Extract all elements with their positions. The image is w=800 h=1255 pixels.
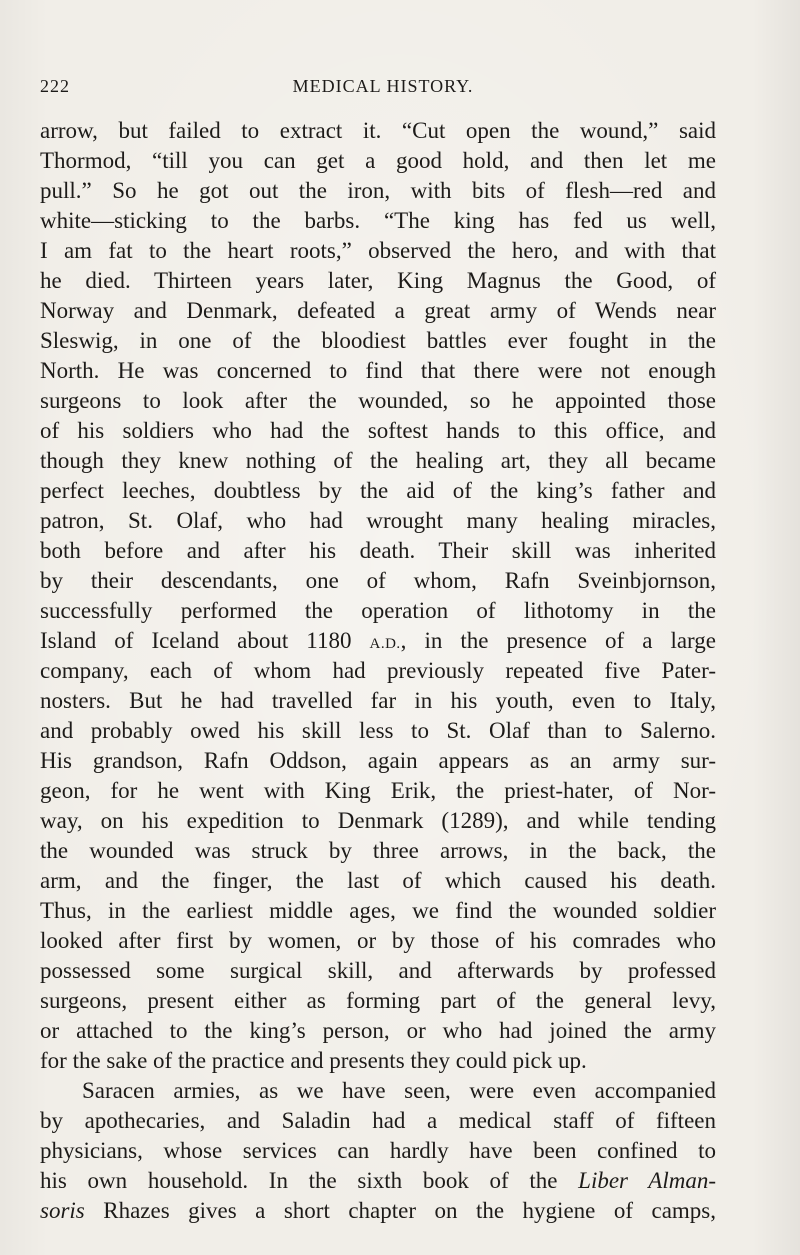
text-line: of his soldiers who had the softest hands to this office, and (40, 418, 716, 443)
text-line: arm, and the finger, the last of which caused his death. (40, 868, 716, 893)
text-segment: Rhazes gives a short chapter on the hygiene of camps, (103, 1198, 716, 1223)
text-line: Thormod, “till you can get a good hold, and then let me (40, 148, 716, 173)
text-line: surgeons to look after the wounded, so he appointed those (40, 388, 716, 413)
text-line: arrow, but failed to extract it. “Cut open the wound,” said (40, 118, 716, 143)
text-line: company, each of whom had previously repeated five Pater- (40, 658, 716, 683)
text-line: way, on his expedition to Denmark (1289), and while tending (40, 808, 716, 833)
text-line: I am fat to the heart roots,” observed the hero, and with that (40, 238, 716, 263)
text-line: Thus, in the earliest middle ages, we find the wounded soldier (40, 898, 716, 923)
text-line: nosters. But he had travelled far in his youth, even to Italy, (40, 688, 716, 713)
era-abbreviation: A.D. (369, 636, 401, 652)
text-line: though they knew nothing of the healing art, they all became (40, 448, 716, 473)
text-line: successfully performed the operation of lithotomy in the (40, 598, 716, 623)
text-line: physicians, whose services can hardly have been confined to (40, 1138, 716, 1163)
text-line: His grandson, Rafn Oddson, again appears as an army sur- (40, 748, 716, 773)
text-line: patron, St. Olaf, who had wrought many healing miracles, (40, 508, 716, 533)
text-line: Saracen armies, as we have seen, were even accompanied (82, 1078, 716, 1103)
running-head: MEDICAL HISTORY. (292, 76, 474, 96)
text-line: surgeons, present either as forming part of the general levy, (40, 988, 716, 1013)
text-line: Norway and Denmark, defeated a great army of Wends near (40, 298, 716, 323)
text-line: perfect leeches, doubtless by the aid of the king’s father and (40, 478, 716, 503)
text-segment: his own household. In the sixth book of the (40, 1168, 558, 1193)
text-line: for the sake of the practice and presents they could pick up. (40, 1048, 587, 1073)
text-line: by their descendants, one of whom, Rafn Sveinbjornson, (40, 568, 716, 593)
text-line (40, 626, 716, 656)
text-line: pull.” So he got out the iron, with bits of flesh—red and (40, 178, 716, 203)
text-segment: Island of Iceland about 1180 (40, 628, 352, 653)
text-line: and probably owed his skill less to St. Olaf than to Salerno. (40, 718, 716, 743)
text-line: Sleswig, in one of the bloodiest battles ever fought in the (40, 328, 716, 353)
page-header (40, 76, 716, 102)
text-line (40, 1166, 716, 1196)
page-number: 222 (40, 76, 70, 96)
italic-title: soris (40, 1198, 85, 1223)
text-line: by apothecaries, and Saladin had a medical staff of fifteen (40, 1108, 716, 1133)
body-text (40, 116, 716, 1226)
text-line: he died. Thirteen years later, King Magnus the Good, of (40, 268, 716, 293)
text-line: geon, for he went with King Erik, the priest-hater, of Nor- (40, 778, 716, 803)
text-line: looked after first by women, or by those of his comrades who (40, 928, 716, 953)
text-line: North. He was concerned to find that there were not enough (40, 358, 716, 383)
text-segment: , in the presence of a large (400, 628, 717, 653)
text-line: both before and after his death. Their skill was inherited (40, 538, 716, 563)
text-line: or attached to the king’s person, or who had joined the army (40, 1018, 716, 1043)
text-line: the wounded was struck by three arrows, in the back, the (40, 838, 716, 863)
text-line: possessed some surgical skill, and afterwards by professed (40, 958, 716, 983)
text-line: white—sticking to the barbs. “The king has fed us well, (40, 208, 716, 233)
text-line (40, 1196, 716, 1226)
italic-title: Liber Alman- (578, 1168, 716, 1193)
